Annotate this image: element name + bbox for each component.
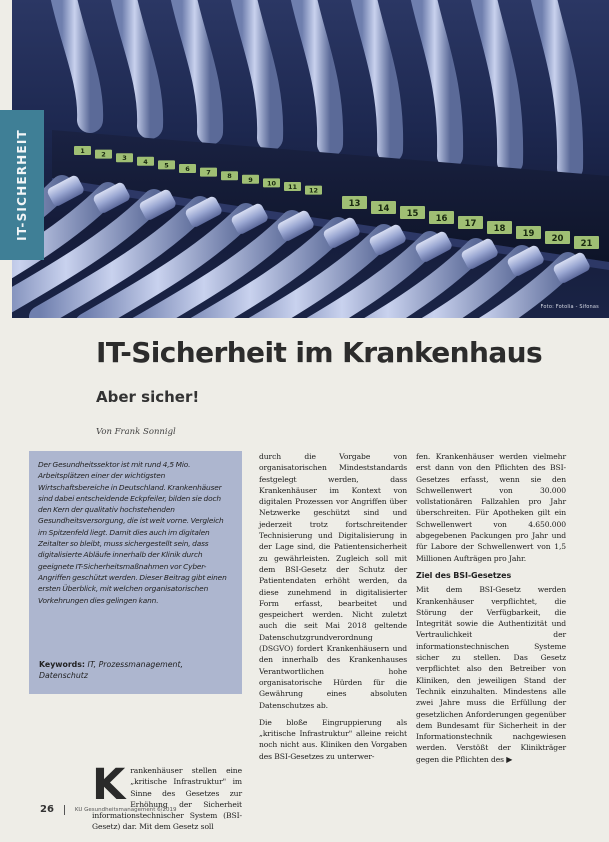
network-cable (362, 0, 390, 150)
footer-divider (64, 805, 65, 815)
body-column-2 (259, 451, 407, 762)
intro-text: Der Gesundheitssektor ist mit rund 4,5 Mio. Arbeitsplätzen einer der wichtigsten Wirtschaftsbereiche in Deutschland. Krankenhäuser sind dabei entscheidende Eckpfeiler, bilden sie doch den Kern der qualitativ hochstehenden Gesundheitsversorgung, die ist weit vorne. Vergleich im Spitzenfeld liegt. Damit dies auch im digitalen Zeitalter so bleibt, muss sichergestellt sein, dass digitalisierte Abläufe innerhalb der Klinik durch geeignete IT-Sicherheitsmaßnahmen vor Cyber-Angriffen geschützt werden. Dieser Beitrag gibt einen ersten Überblick, mit welchen organisatorischen Vorkehrungen dies gelingen kann. (38, 460, 227, 605)
network-cable (122, 0, 150, 126)
port-number: 3 (122, 154, 127, 163)
port-number: 12 (308, 186, 319, 195)
network-cable (182, 0, 210, 132)
port-number: 6 (185, 165, 190, 173)
body-text-col1: rankenhäuser stellen eine „kritische Infrastruktur" im Sinne des Gesetzes zur Erhöhung der Sicherheit informationstechnischer System (BSI-Gesetz) dar. Mit dem Gesetz soll (92, 766, 242, 832)
port-number: 9 (248, 175, 253, 184)
section-label: IT-SICHERHEIT (15, 129, 30, 241)
port-number: 7 (206, 168, 211, 177)
body-text-col2: durch die Vorgabe von organisatorischen Mindeststandards festgelegt werden, dass Krankenhäuser im Kontext von digitalen Prozessen vor Angriffen über Netzwerke geschützt sind und jederzeit trotz fortschreitender Technisierung und Digitalisierung in der Lage sind, die Patientensicherheit zu gewährleisten. Zugleich soll mit dem BSI-Gesetz der Schutz der Patientendaten erhöht werden, da diese zunehmend in digitalisierter Form erfasst, bearbeitet und gespeichert werden. Nicht zuletzt auch die seit Mai 2018 geltende Datenschutzgrundverordnung (DSGVO) fordert Krankenhäusern und den innerhalb des Krankenhauses Verantwortlichen hohe organisatorische Hürden für die Gewährung eines absoluten Datenschutzes ab. (259, 452, 407, 710)
port-number: 14 (377, 204, 390, 214)
network-cable (302, 0, 330, 144)
port-number: 17 (464, 219, 477, 229)
port-number: 21 (580, 239, 593, 249)
body-text-col3b (416, 584, 566, 765)
article-byline: Von Frank Sonnigl (96, 427, 176, 437)
hero-photo-network-cables (12, 0, 609, 318)
port-number: 19 (522, 229, 535, 239)
port-number: 4 (143, 157, 148, 166)
port-number: 13 (348, 199, 361, 209)
page-footer (40, 804, 177, 815)
network-cable (482, 0, 510, 162)
keywords-list: IT, Prozessmanagement, Datenschutz (39, 660, 184, 680)
port-number: 10 (266, 179, 277, 188)
port-number: 5 (164, 161, 169, 170)
patch-panel-illustration (12, 0, 609, 318)
port-number: 15 (406, 209, 419, 219)
port-number: 11 (287, 183, 298, 191)
body-column-1 (92, 760, 242, 833)
body-text-col3b-content: Mit dem BSI-Gesetz werden Krankenhäuser verpflichtet, die Störung der Verfügbarkeit, die Integrität sowie die Authentizität und Vertraulichkeit der informationstechnischen Systeme sicher zu stellen. Das Gesetz verpflichtet also den Betreiber von Kliniken, den jeweiligen Stand der Technik einzuhalten. Mindestens alle zwei Jahre muss die Erfüllung der gesetzlichen Anforderungen gegenüber dem Bundesamt für Sicherheit in der Informationstechnik nachgewiesen werden. Verstößt der Klinikträger gegen die Pflichten des (416, 585, 566, 764)
keywords (39, 659, 234, 681)
network-cable (542, 0, 570, 168)
network-cable (62, 0, 90, 120)
body-column-3 (416, 451, 566, 765)
continue-arrow-icon: ▶ (506, 754, 513, 764)
port-number: 8 (227, 172, 232, 181)
port-number: 1 (80, 147, 85, 155)
article-subtitle: Aber sicher! (96, 388, 200, 406)
network-cable (422, 0, 450, 156)
page-number: 26 (40, 804, 54, 815)
drop-cap: K (92, 760, 126, 810)
body-text-col3: fen. Krankenhäuser werden vielmehr erst dann von den Pflichten des BSI-Gesetzes erfasst, wenn sie den Schwellenwert von 30.000 vollstationären Fallzahlen pro Jahr überschreiten. Für Apotheken gilt ein Schwellenwert von 4.650.000 abgegebenen Packungen pro Jahr und für Labore der Schwellenwert von 1,5 Millionen Aufträgen pro Jahr. (416, 452, 566, 563)
publication-name: KU Gesundheitsmanagement 6/2019 (74, 806, 177, 813)
section-tab (0, 110, 44, 260)
intro-box (29, 451, 242, 694)
article-title: IT-Sicherheit im Krankenhaus (96, 336, 543, 369)
port-number: 2 (101, 150, 106, 159)
section-heading: Ziel des BSI-Gesetzes (416, 570, 512, 580)
port-number: 20 (551, 234, 564, 244)
keywords-label: Keywords: (39, 660, 86, 669)
photo-credit: Foto: Fotolia - Sifonas (540, 304, 599, 310)
network-cable (242, 0, 270, 138)
body-text-col2b: Die bloße Eingruppierung als „kritische Infrastruktur" alleine reicht noch nicht aus. Kliniken den Vorgaben des BSI-Gesetzes zu unterwer- (259, 717, 407, 761)
port-number: 16 (435, 214, 448, 224)
port-number: 18 (493, 224, 506, 234)
